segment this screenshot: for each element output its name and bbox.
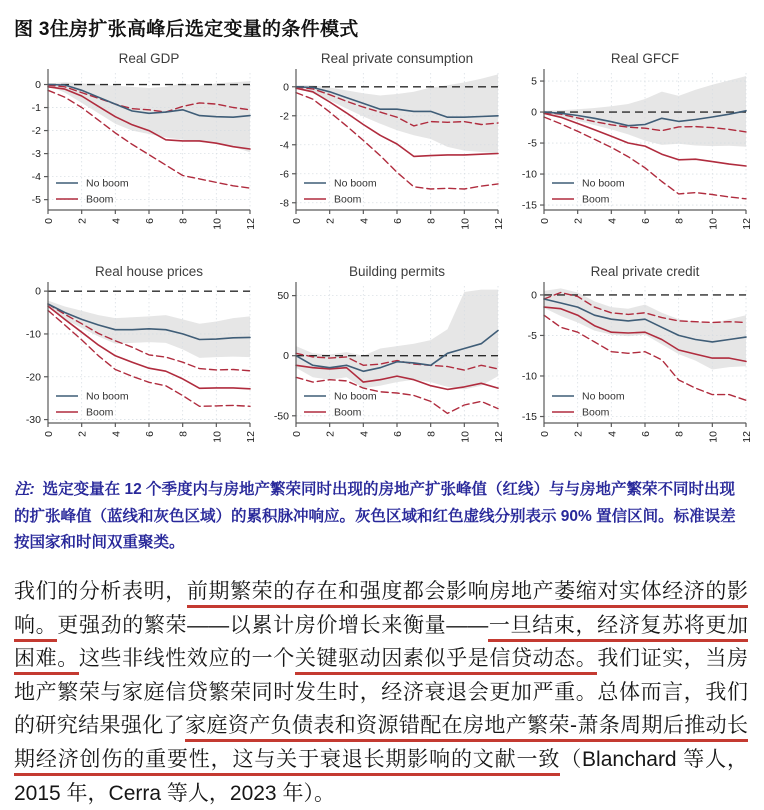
- y-tick-label: -30: [25, 414, 41, 427]
- x-tick-label: 10: [211, 218, 224, 230]
- note-prefix: 注:: [14, 481, 35, 498]
- legend-label: Boom: [86, 193, 114, 206]
- y-tick-label: -15: [521, 199, 537, 212]
- x-tick-label: 2: [324, 218, 337, 224]
- x-tick-label: 12: [245, 218, 257, 230]
- x-tick-label: 12: [245, 431, 257, 443]
- x-tick-label: 8: [673, 218, 686, 224]
- x-tick-label: 0: [43, 431, 55, 437]
- x-tick-label: 0: [539, 431, 551, 437]
- y-tick-label: -2: [31, 125, 41, 138]
- text-segment: 我们证实，当房地产繁荣与家庭信贷繁荣同时发生时，经济衰退会更加严重。总体而言，我们的研究结果强化了: [14, 647, 749, 738]
- x-tick-label: 0: [43, 218, 55, 224]
- x-tick-label: 12: [493, 431, 505, 443]
- x-tick-label: 2: [572, 218, 585, 224]
- x-tick-label: 8: [425, 431, 438, 437]
- x-tick-label: 8: [425, 218, 438, 224]
- legend-label: Boom: [582, 193, 610, 206]
- x-tick-label: 12: [741, 431, 753, 443]
- y-tick-label: 0: [35, 79, 41, 92]
- text-segment: 我们的分析表明，: [14, 579, 187, 603]
- y-tick-label: -3: [31, 148, 41, 161]
- y-tick-label: -2: [279, 110, 289, 123]
- legend-label: No boom: [86, 177, 129, 190]
- panel-title: Real private consumption: [320, 51, 474, 66]
- panel-title: Real private credit: [590, 264, 700, 279]
- y-tick-label: -10: [25, 328, 41, 341]
- figure-panels: [12, 49, 752, 467]
- text-segment: 更强劲的繁荣——以累计房价增长来衡量——: [57, 613, 489, 637]
- legend-label: No boom: [582, 177, 625, 190]
- x-tick-label: 0: [291, 431, 303, 437]
- y-tick-label: -8: [279, 197, 289, 210]
- x-tick-label: 0: [291, 218, 303, 224]
- figure-title: 图 3住房扩张高峰后选定变量的条件模式: [14, 19, 359, 40]
- x-tick-label: 2: [572, 431, 585, 437]
- x-tick-label: 6: [144, 431, 156, 437]
- y-tick-label: 0: [35, 285, 41, 298]
- y-tick-label: -5: [31, 194, 41, 207]
- text-segment: （Blanchard 等人，2015 年，Cerra 等人，2023 年）。: [14, 747, 748, 805]
- legend-label: Boom: [334, 406, 362, 419]
- panel-real-private-consumption: [260, 49, 506, 254]
- panel-title: Building permits: [348, 264, 446, 279]
- underlined-segment: 前期繁荣的存在和强度都会影响房地产萎缩对实体经济的影响。: [14, 580, 748, 642]
- legend-label: Boom: [334, 193, 362, 206]
- note-text: 选定变量在 12 个季度内与房地产繁荣同时出现的房地产扩张峰值（红线）与与房地产繁荣不同时出现的扩张峰值（蓝线和灰色区域）的累积脉冲响应。灰色区域和红色虚线分别表示 90% 置信区间。标准误差按国家和时间双重聚类。: [14, 481, 736, 552]
- y-tick-label: -10: [521, 370, 537, 383]
- underlined-segment: 一旦结束，经济复苏将更加困难。: [14, 614, 748, 676]
- body-paragraph: [14, 575, 748, 810]
- text-segment: 这些非线性效应的一个: [78, 647, 295, 671]
- legend-label: Boom: [582, 406, 610, 419]
- x-tick-label: 4: [358, 218, 371, 224]
- x-tick-label: 10: [707, 218, 720, 230]
- y-tick-label: -50: [273, 410, 289, 423]
- x-tick-label: 10: [459, 218, 472, 230]
- x-tick-label: 6: [392, 218, 404, 224]
- x-tick-label: 8: [177, 431, 190, 437]
- x-tick-label: 4: [110, 218, 123, 224]
- y-tick-label: -1: [31, 102, 41, 115]
- figure-note: [14, 477, 748, 557]
- y-tick-label: -6: [279, 168, 289, 181]
- underlined-segment: 家庭资产负债表和资源错配在房地产繁荣-萧条周期后推动长期经济创伤的重要性，这与关于衰退长期影响的文献一致: [14, 714, 748, 776]
- panel-title: Real house prices: [94, 264, 204, 279]
- legend-label: No boom: [86, 390, 129, 403]
- y-tick-label: 0: [283, 350, 289, 363]
- legend-label: No boom: [582, 390, 625, 403]
- x-tick-label: 10: [459, 431, 472, 443]
- panel-title: Real GFCF: [610, 51, 680, 66]
- x-tick-label: 4: [358, 431, 371, 437]
- x-tick-label: 12: [741, 218, 753, 230]
- panel-real-gfcf: [508, 49, 754, 254]
- x-tick-label: 0: [539, 218, 551, 224]
- panel-real-private-credit: [508, 262, 754, 467]
- x-tick-label: 4: [110, 431, 123, 437]
- y-tick-label: -10: [521, 168, 537, 181]
- x-tick-label: 2: [76, 218, 89, 224]
- x-tick-label: 10: [211, 431, 224, 443]
- underlined-segment: 关键驱动因素似乎是信贷动态。: [295, 647, 597, 675]
- x-tick-label: 6: [392, 431, 404, 437]
- y-tick-label: 50: [277, 290, 289, 303]
- y-tick-label: -5: [527, 329, 537, 342]
- panel-real-house-prices: [12, 262, 258, 467]
- y-tick-label: -5: [527, 137, 537, 150]
- x-tick-label: 2: [76, 431, 89, 437]
- x-tick-label: 4: [606, 218, 619, 224]
- x-tick-label: 6: [640, 218, 652, 224]
- legend-label: No boom: [334, 177, 377, 190]
- panel-building-permits: [260, 262, 506, 467]
- x-tick-label: 4: [606, 431, 619, 437]
- legend-label: Boom: [86, 406, 114, 419]
- panel-title: Real GDP: [118, 51, 180, 66]
- x-tick-label: 6: [144, 218, 156, 224]
- y-tick-label: 0: [531, 289, 537, 302]
- panel-real-gdp: [12, 49, 258, 254]
- legend-label: No boom: [334, 390, 377, 403]
- x-tick-label: 2: [324, 431, 337, 437]
- x-tick-label: 8: [673, 431, 686, 437]
- y-tick-label: -15: [521, 411, 537, 424]
- y-tick-label: 0: [531, 106, 537, 119]
- y-tick-label: -20: [25, 371, 41, 384]
- y-tick-label: 0: [283, 81, 289, 94]
- y-tick-label: -4: [279, 139, 289, 152]
- x-tick-label: 6: [640, 431, 652, 437]
- x-tick-label: 8: [177, 218, 190, 224]
- x-tick-label: 10: [707, 431, 720, 443]
- y-tick-label: 5: [531, 75, 537, 88]
- y-tick-label: -4: [31, 171, 41, 184]
- x-tick-label: 12: [493, 218, 505, 230]
